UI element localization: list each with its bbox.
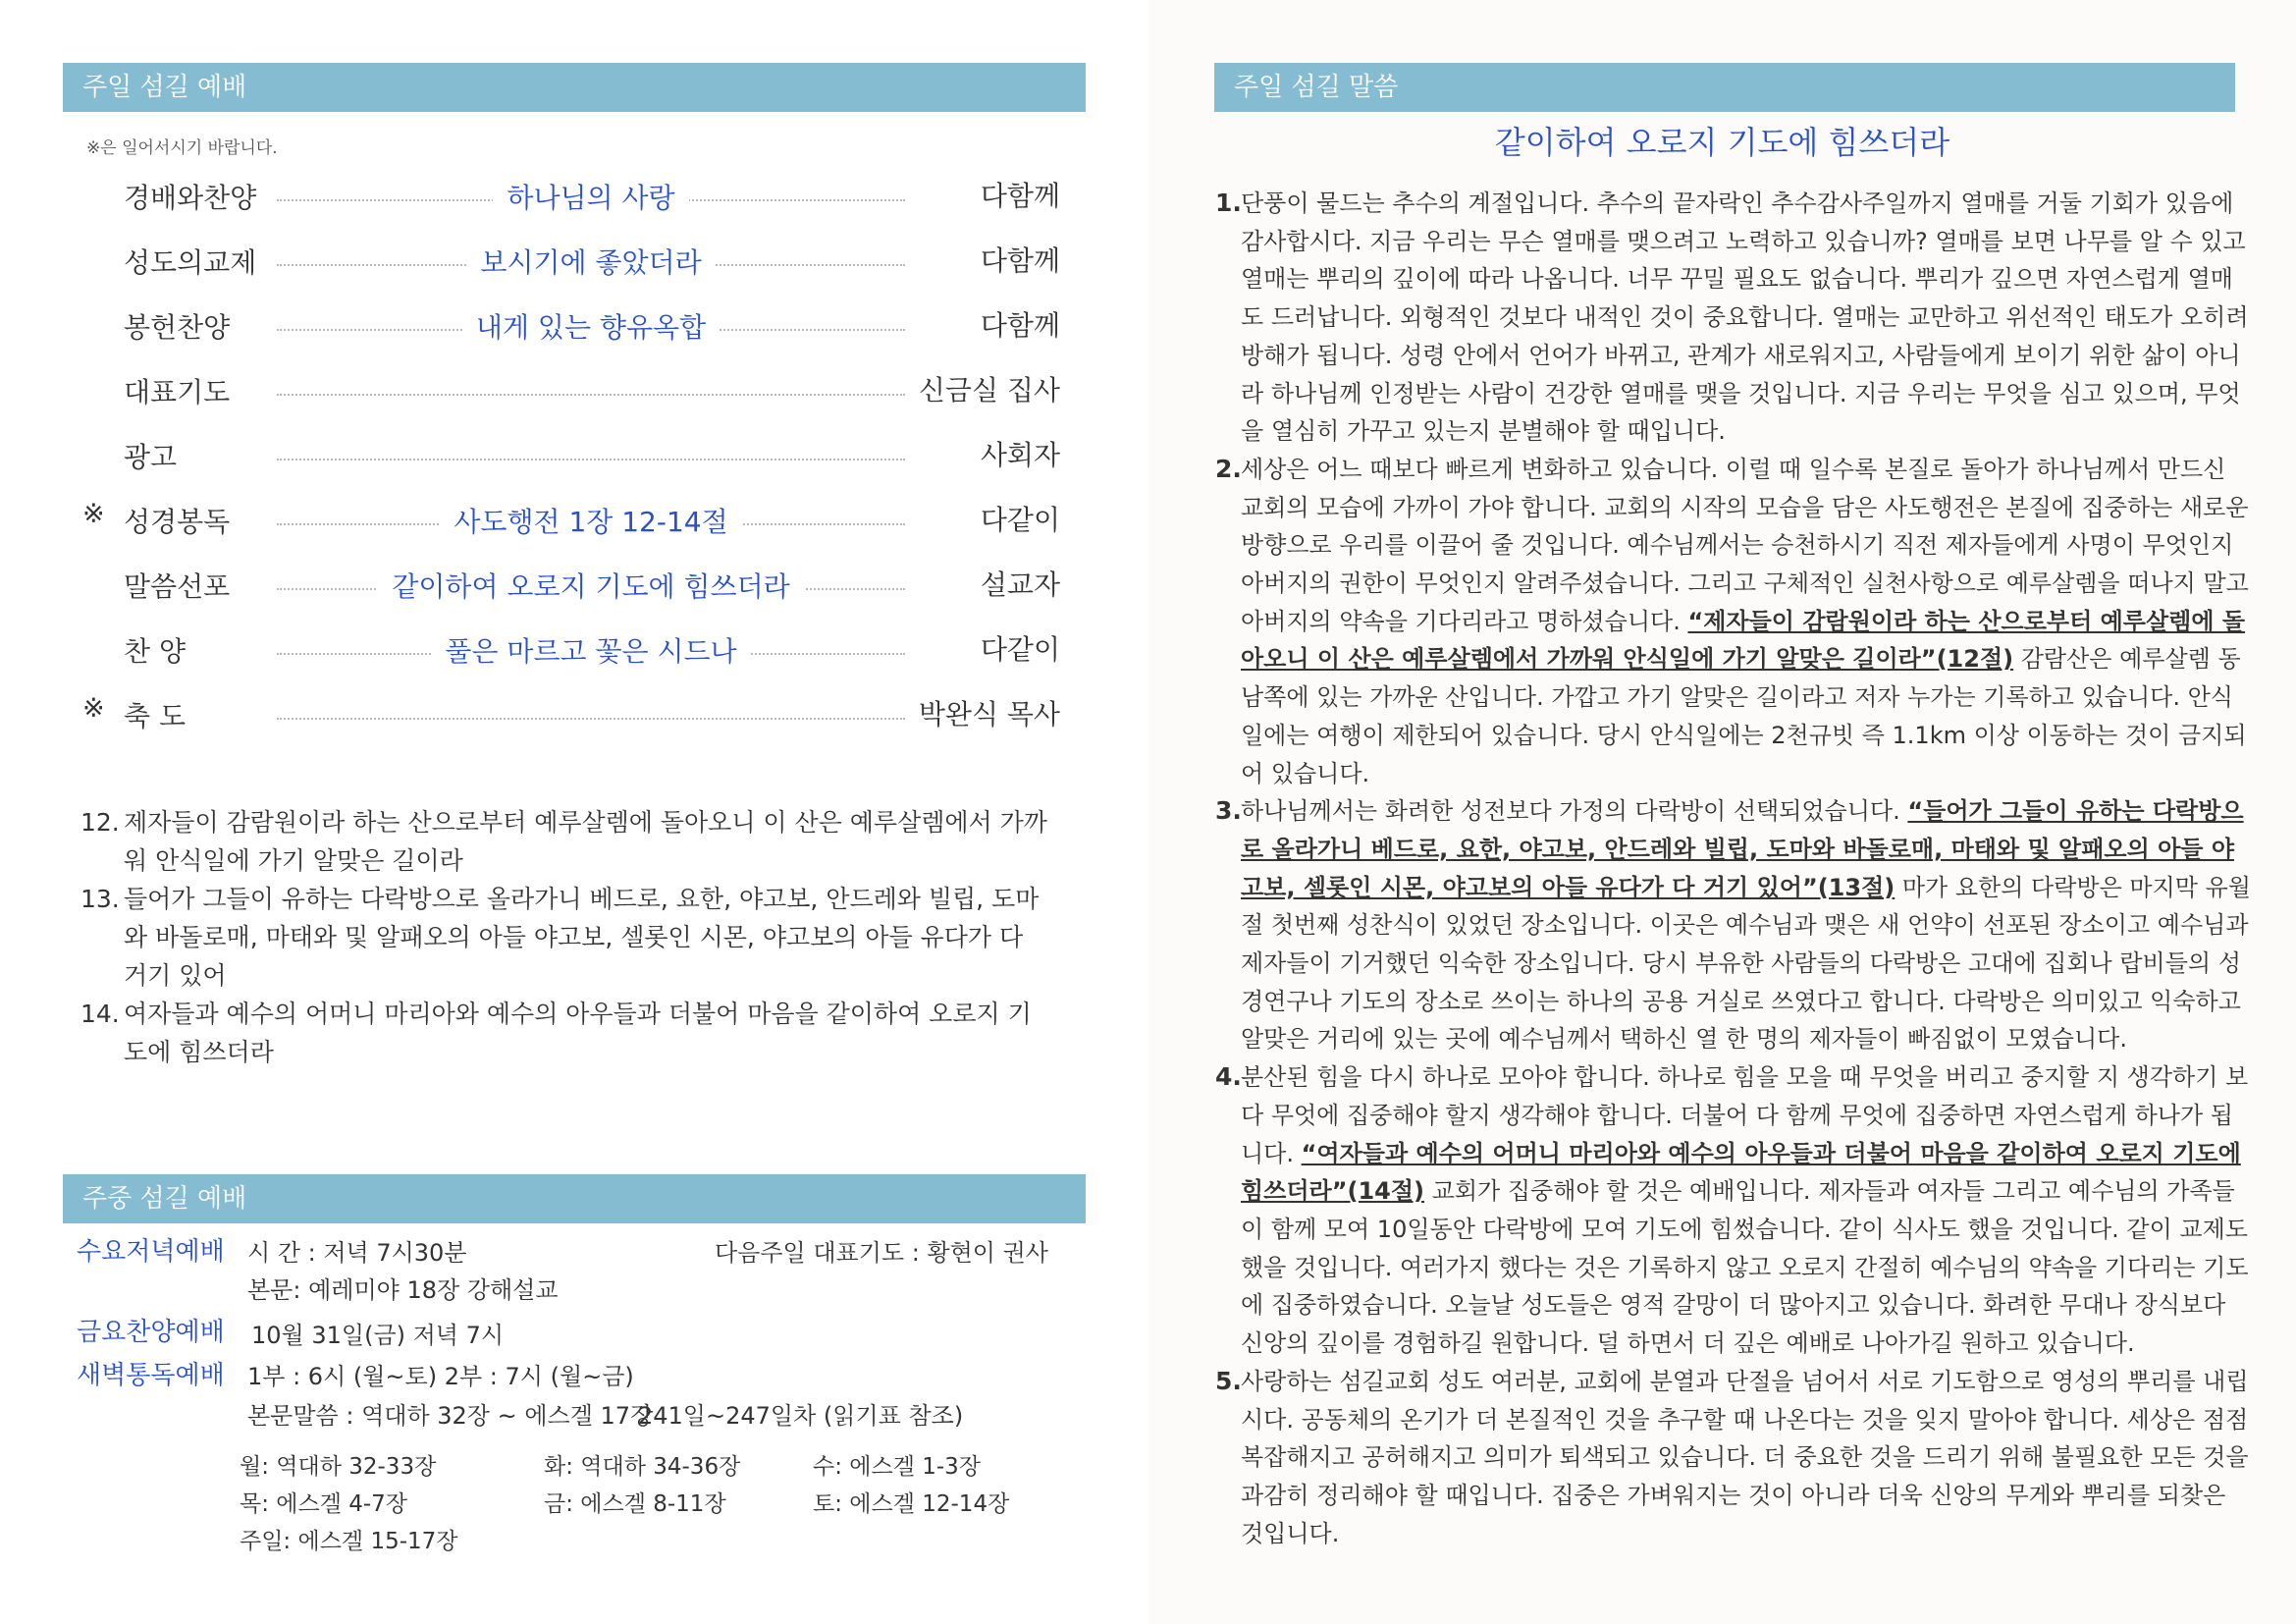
wednesday-text: 본문: 예레미야 18장 강해설교 — [247, 1276, 559, 1304]
point-text — [1241, 189, 2249, 445]
order-item-leader: 다같이 — [980, 633, 1060, 666]
daily-reading: 토: 에스겔 12-14장 — [813, 1491, 1010, 1517]
point-text — [1241, 1063, 2249, 1357]
sermon-points — [1215, 185, 2256, 1552]
midweek-header-label: 주중 섬길 예배 — [82, 1184, 247, 1214]
order-item-leader: 박완식 목사 — [918, 698, 1060, 731]
right-page — [1148, 0, 2296, 1624]
dawn-service-name: 새벽통독예배 — [77, 1361, 225, 1390]
daily-reading: 월: 역대하 32-33장 — [240, 1454, 437, 1480]
order-item-title: 성경봉독 — [124, 506, 231, 538]
dotted-leader — [277, 459, 905, 460]
order-item-leader: 다함께 — [980, 180, 1060, 212]
point-number: 4. — [1215, 1062, 1242, 1092]
order-item-content-text: 보시기에 좋았더라 — [466, 246, 715, 279]
worship-header-label: 주일 섬길 예배 — [82, 73, 247, 102]
point-text — [1241, 797, 2251, 1053]
order-row — [79, 297, 1060, 361]
order-row — [79, 426, 1060, 491]
point-text-part: 감람산은 예루살렘 동남쪽에 있는 가까운 산입니다. 가깝고 가기 알맞은 길이라고 저자 누가는 기록하고 있습니다. 안식일에는 여행이 제한되어 있습니다. 당시 안식일에는 2천규빗 즉 1.1km 이상 이동하는 것이 금지되어 있습니다. — [1241, 645, 2247, 787]
order-item-title: 대표기도 — [124, 376, 231, 408]
order-item-content — [316, 242, 866, 281]
point-text-part: 단풍이 물드는 추수의 계절입니다. 추수의 끝자락인 추수감사주일까지 열매를 거둘 기회가 있음에 감사합시다. 지금 우리는 무슨 열매를 맺으려고 노력하고 있습니까? 열매를 보면 나무를 알 수 있고 열매는 뿌리의 깊이에 따라 나옵니다. 너무 꾸밀 필요도 없습니다. 뿌리가 깊으면 자연스럽게 열매도 드러납니다. 외형적인 것보다 내적인 것이 중요합니다. 열매는 교만하고 위선적인 태도가 오히려 방해가 됩니다. 성령 안에서 언어가 바뀌고, 관계가 새로워지고, 사람들에게 보이기 위한 삶이 아니라 하나님께 인정받는 사람이 건강한 열매를 맺을 것입니다. 지금 우리는 무엇을 심고 있으며, 무엇을 열심히 가꾸고 있는지 분별해야 할 때입니다. — [1241, 189, 2249, 446]
point-text-part: 분산된 힘을 다시 하나로 모아야 합니다. 하나로 힘을 모을 때 무엇을 버리고 중지할 지 생각하기 보다 무엇에 집중해야 할지 생각해야 합니다. 더불어 다 함께 무엇에 집중하면 자연스럽게 하나가 됩니다. — [1241, 1063, 2249, 1167]
order-item-content-text: 풀은 마르고 꽃은 시드나 — [431, 635, 750, 668]
order-item-title: 찬 양 — [124, 635, 186, 668]
order-item-title: 봉헌찬양 — [124, 311, 231, 344]
order-row — [79, 232, 1060, 297]
standing-mark: ※ — [82, 693, 105, 724]
dotted-leader — [277, 718, 905, 720]
sermon-header-label: 주일 섬길 말씀 — [1234, 73, 1399, 102]
order-item-content-text: 하나님의 사랑 — [493, 182, 688, 214]
daily-reading: 화: 역대하 34-36장 — [544, 1454, 741, 1480]
dawn-reading: 본문말씀 : 역대하 32장 ~ 에스겔 17장 — [247, 1402, 654, 1430]
wednesday-time: 시 간 : 저녁 7시30분 — [247, 1239, 467, 1267]
sermon-point — [1215, 1058, 2256, 1363]
standing-mark: ※ — [82, 499, 105, 529]
scripture-passage — [80, 803, 1052, 1071]
daily-reading: 주일: 에스겔 15-17장 — [240, 1529, 458, 1554]
standing-note: ※은 일어서시기 바랍니다. — [86, 138, 278, 158]
order-item-leader: 다함께 — [980, 244, 1060, 277]
verse-number: 13. — [80, 885, 120, 913]
point-text — [1241, 1368, 2249, 1547]
order-item-content — [316, 306, 866, 346]
point-number: 5. — [1215, 1366, 1242, 1395]
verse-number: 14. — [80, 1000, 120, 1028]
order-item-title: 말씀선포 — [124, 570, 231, 603]
order-row — [79, 361, 1060, 426]
order-item-content — [316, 566, 866, 605]
verse-text: 제자들이 감람원이라 하는 산으로부터 예루살렘에 돌아오니 이 산은 예루살렘에서 가까워 안식일에 가기 알맞은 길이라 — [124, 808, 1047, 875]
daily-reading: 수: 에스겔 1-3장 — [813, 1454, 982, 1480]
dotted-leader — [277, 394, 905, 396]
order-item-content-text: 내게 있는 향유옥합 — [462, 311, 720, 344]
friday-time: 10월 31일(금) 저녁 7시 — [251, 1322, 505, 1349]
order-item-content — [316, 630, 866, 670]
midweek-header — [63, 1174, 1086, 1223]
order-item-title: 성도의교제 — [124, 246, 257, 279]
order-row — [79, 491, 1060, 556]
worship-header — [63, 63, 1086, 112]
order-item-content — [316, 177, 866, 216]
wednesday-service-name: 수요저녁예배 — [77, 1237, 225, 1267]
verse-number: 12. — [80, 808, 120, 837]
point-text-part: 세상은 어느 때보다 빠르게 변화하고 있습니다. 이럴 때 일수록 본질로 돌아가 하나님께서 만드신 교회의 모습에 가까이 가야 합니다. 교회의 시작의 모습을 담은 사도행전은 본질에 집중하는 새로운 방향으로 우리를 이끌어 줄 것입니다. 예수님께서는 승천하시기 직전 제자들에게 사명이 무엇인지 아버지의 권한이 무엇인지 알려주셨습니다. 그리고 구체적인 실천사항으로 예루살렘을 떠나지 말고 아버지의 약속을 기다리라고 명하셨습니다. — [1241, 455, 2249, 635]
dawn-time: 1부 : 6시 (월~토) 2부 : 7시 (월~금) — [247, 1363, 634, 1390]
order-item-leader: 다함께 — [980, 309, 1060, 342]
order-item-leader: 다같이 — [980, 504, 1060, 536]
order-item-title: 경배와찬양 — [124, 182, 257, 214]
order-item-leader: 사회자 — [980, 439, 1060, 471]
sermon-point — [1215, 1363, 2256, 1553]
friday-service-name: 금요찬양예배 — [77, 1318, 225, 1347]
point-number: 1. — [1215, 189, 1242, 217]
quoted-verse: “여자들과 예수의 어머니 마리아와 예수의 아우들과 더불어 마음을 같이하여 오로지 기도에 힘쓰더라”(14절) — [1241, 1139, 2241, 1206]
point-text-part: 마가 요한의 다락방은 마지막 유월절 첫번째 성찬식이 있었던 장소입니다. 이곳은 예수님과 맺은 새 언약이 선포된 장소이고 예수님과 제자들이 기거했던 익숙한 장소입니다. 당시 부유한 사람들의 다락방은 고대에 집회나 랍비들의 성경연구나 기도의 장소로 쓰이는 하나의 공용 거실로 쓰였다고 합니다. 다락방은 의미있고 익숙하고 알맞은 거리에 있는 곳에 예수님께서 택하신 열 한 명의 제자들이 빠짐없이 모였습니다. — [1241, 873, 2251, 1054]
order-item-leader: 설교자 — [980, 568, 1060, 601]
sermon-point — [1215, 451, 2256, 792]
dawn-days: 241일~247일차 (읽기표 참조) — [638, 1402, 964, 1430]
quoted-verse: “제자들이 감람원이라 하는 산으로부터 예루살렘에 돌아오니 이 산은 예루살렘에서 가까워 안식일에 가기 알맞은 길이라”(12절) — [1241, 607, 2246, 674]
order-row — [79, 556, 1060, 621]
order-of-worship — [79, 167, 1060, 750]
verse — [80, 880, 1052, 995]
point-text-part: 하나님께서는 화려한 성전보다 가정의 다락방이 선택되었습니다. — [1241, 797, 1908, 826]
verse-text: 들어가 그들이 유하는 다락방으로 올라가니 베드로, 요한, 야고보, 안드레와 빌립, 도마와 바돌로매, 마태와 및 알패오의 아들 야고보, 셀롯인 시몬, 야고보의 아들 유다가 다 거기 있어 — [124, 885, 1040, 990]
point-text-part: 사랑하는 섬길교회 성도 여러분, 교회에 분열과 단절을 넘어서 서로 기도함으로 영성의 뿌리를 내립시다. 공동체의 온기가 더 본질적인 것을 추구할 때 나온다는 것을 잊지 말아야 합니다. 세상은 점점 복잡해지고 공허해지고 의미가 퇴색되고 있습니다. 더 중요한 것을 드리기 위해 불필요한 모든 것을 과감히 정리해야 할 때입니다. 집중은 가벼워지는 것이 아니라 더욱 신앙의 무게와 뿌리를 되찾은 것입니다. — [1241, 1367, 2249, 1547]
order-item-title: 축 도 — [124, 700, 186, 732]
order-row — [79, 167, 1060, 232]
sermon-point — [1215, 792, 2256, 1058]
daily-reading: 목: 에스겔 4-7장 — [240, 1491, 408, 1517]
order-item-leader: 신금실 집사 — [918, 374, 1060, 406]
order-row — [79, 685, 1060, 750]
order-item-content-text: 같이하여 오로지 기도에 힘쓰더라 — [378, 570, 803, 603]
point-number: 3. — [1215, 796, 1242, 826]
verse — [80, 803, 1052, 880]
sermon-header — [1214, 63, 2235, 112]
point-text-part: 교회가 집중해야 할 것은 예배입니다. 제자들과 여자들 그리고 예수님의 가족들이 함께 모여 10일동안 다락방에 모여 기도에 힘썼습니다. 같이 식사도 했을 것입니다. 같이 교제도 했을 것입니다. 여러가지 했다는 것은 기록하지 않고 오로지 간절히 예수님의 약속을 기다리는 기도에 집중하였습니다. 오늘날 성도들은 영적 갈망이 더 많아지고 있습니다. 화려한 무대나 장식보다 신앙의 깊이를 경험하길 원합니다. 덜 하면서 더 깊은 예배로 나아가길 원하고 있습니다. — [1241, 1177, 2249, 1358]
point-text — [1241, 456, 2249, 787]
sermon-point — [1215, 185, 2256, 451]
order-item-content — [316, 501, 866, 540]
order-item-content-text: 사도행전 1장 12-14절 — [440, 506, 741, 538]
daily-reading: 금: 에스겔 8-11장 — [544, 1491, 726, 1517]
point-number: 2. — [1215, 454, 1242, 483]
verse — [80, 995, 1052, 1071]
order-item-title: 광고 — [124, 441, 178, 473]
sermon-title: 같이하여 오로지 기도에 힘쓰더라 — [1494, 124, 1950, 161]
order-row — [79, 621, 1060, 685]
next-prayer: 다음주일 대표기도 : 황현이 권사 — [715, 1239, 1048, 1267]
verse-text: 여자들과 예수의 어머니 마리아와 예수의 아우들과 더불어 마음을 같이하여 오로지 기도에 힘쓰더라 — [124, 1000, 1032, 1066]
quoted-verse: “들어가 그들이 유하는 다락방으로 올라가니 베드로, 요한, 야고보, 안드레와 빌립, 도마와 바돌로매, 마태와 및 알패오의 아들 야고보, 셀롯인 시몬, 야고보의 아들 유다가 다 거기 있어”(13절) — [1241, 797, 2244, 901]
